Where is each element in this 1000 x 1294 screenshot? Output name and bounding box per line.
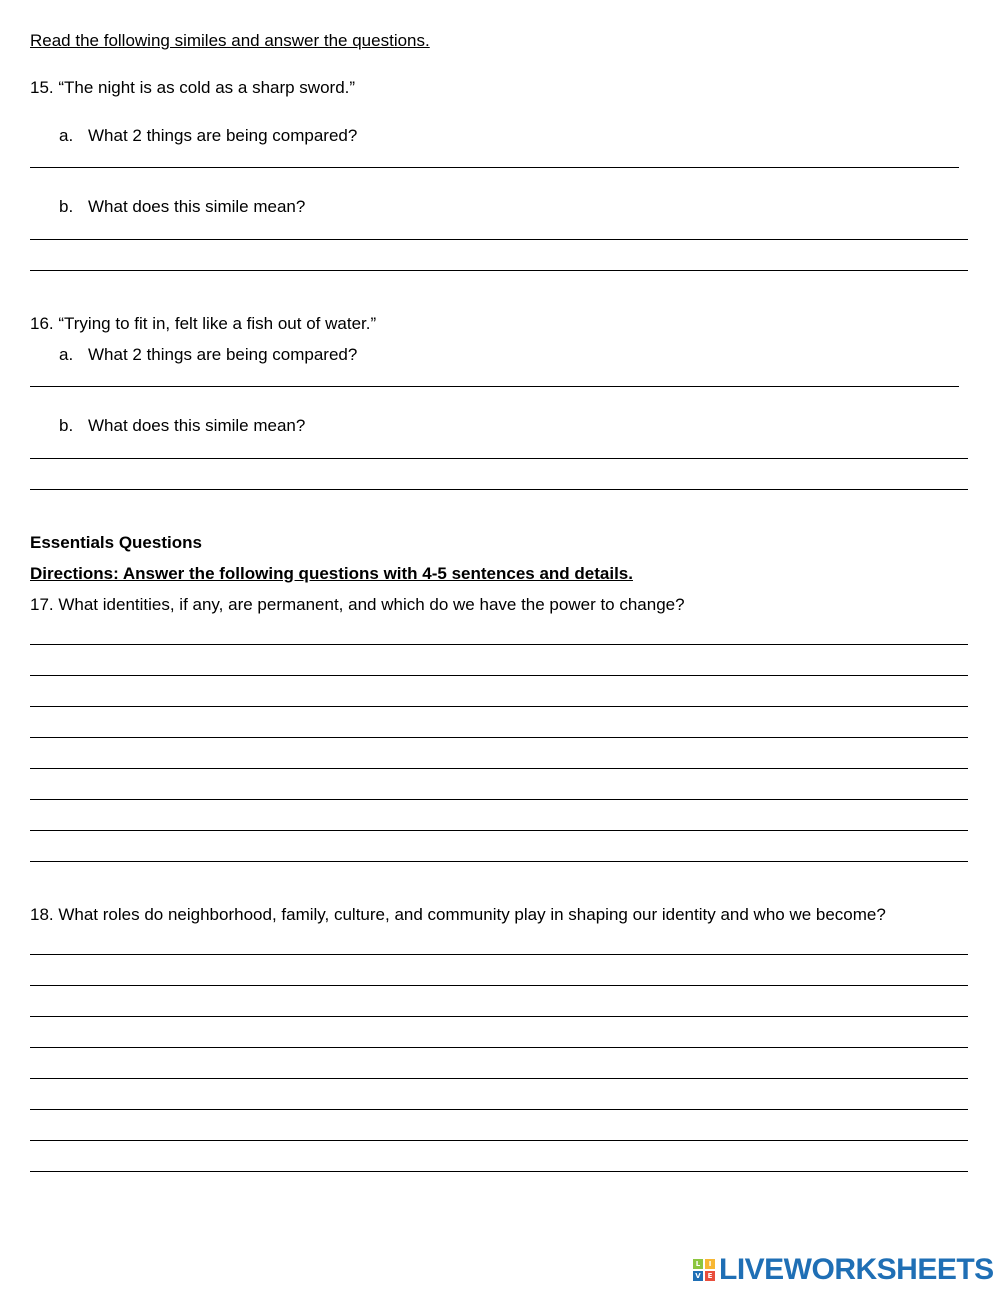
answer-line-16b-1[interactable] [30,458,968,459]
question-16-prompt: 16. “Trying to fit in, felt like a fish out of water.” [30,314,377,333]
question-15b-marker: b. [59,197,74,216]
answer-line-17-8[interactable] [30,861,968,862]
logo-blocks-icon [693,1259,715,1281]
answer-line-15a[interactable] [30,167,959,168]
answer-line-17-6[interactable] [30,799,968,800]
essentials-directions: Directions: Answer the following questions with 4-5 sentences and details. [30,564,633,583]
question-15a-text: What 2 things are being compared? [88,126,358,145]
question-18-prompt: 18. What roles do neighborhood, family, culture, and community play in shaping our identity and who we become? [30,905,886,924]
question-17-prompt: 17. What identities, if any, are permanent, and which do we have the power to change? [30,595,685,614]
answer-line-17-1[interactable] [30,644,968,645]
answer-line-18-3[interactable] [30,1016,968,1017]
answer-line-18-4[interactable] [30,1047,968,1048]
answer-line-18-2[interactable] [30,985,968,986]
question-16a-marker: a. [59,345,74,364]
instructions-intro: Read the following similes and answer the questions. [30,31,430,50]
answer-line-17-3[interactable] [30,706,968,707]
question-15b-text: What does this simile mean? [88,197,306,216]
question-16b-marker: b. [59,416,74,435]
answer-line-16b-2[interactable] [30,489,968,490]
question-16a-text: What 2 things are being compared? [88,345,358,364]
question-15-prompt: 15. “The night is as cold as a sharp sword.” [30,78,356,97]
logo-text: LIVEWORKSHEETS [719,1253,994,1286]
logo-block-v: V [693,1271,703,1281]
answer-line-18-1[interactable] [30,954,968,955]
answer-line-17-2[interactable] [30,675,968,676]
answer-line-17-5[interactable] [30,768,968,769]
question-15a-marker: a. [59,126,74,145]
logo-block-i: I [705,1259,715,1269]
answer-line-18-6[interactable] [30,1109,968,1110]
answer-line-17-4[interactable] [30,737,968,738]
essentials-heading: Essentials Questions [30,533,202,552]
answer-line-15b-2[interactable] [30,270,968,271]
liveworksheets-logo [693,1254,994,1286]
logo-block-e: E [705,1271,715,1281]
question-16b-text: What does this simile mean? [88,416,306,435]
answer-line-16a[interactable] [30,386,959,387]
answer-line-18-8[interactable] [30,1171,968,1172]
answer-line-17-7[interactable] [30,830,968,831]
logo-block-l: L [693,1259,703,1269]
answer-line-18-5[interactable] [30,1078,968,1079]
answer-line-15b-1[interactable] [30,239,968,240]
answer-line-18-7[interactable] [30,1140,968,1141]
